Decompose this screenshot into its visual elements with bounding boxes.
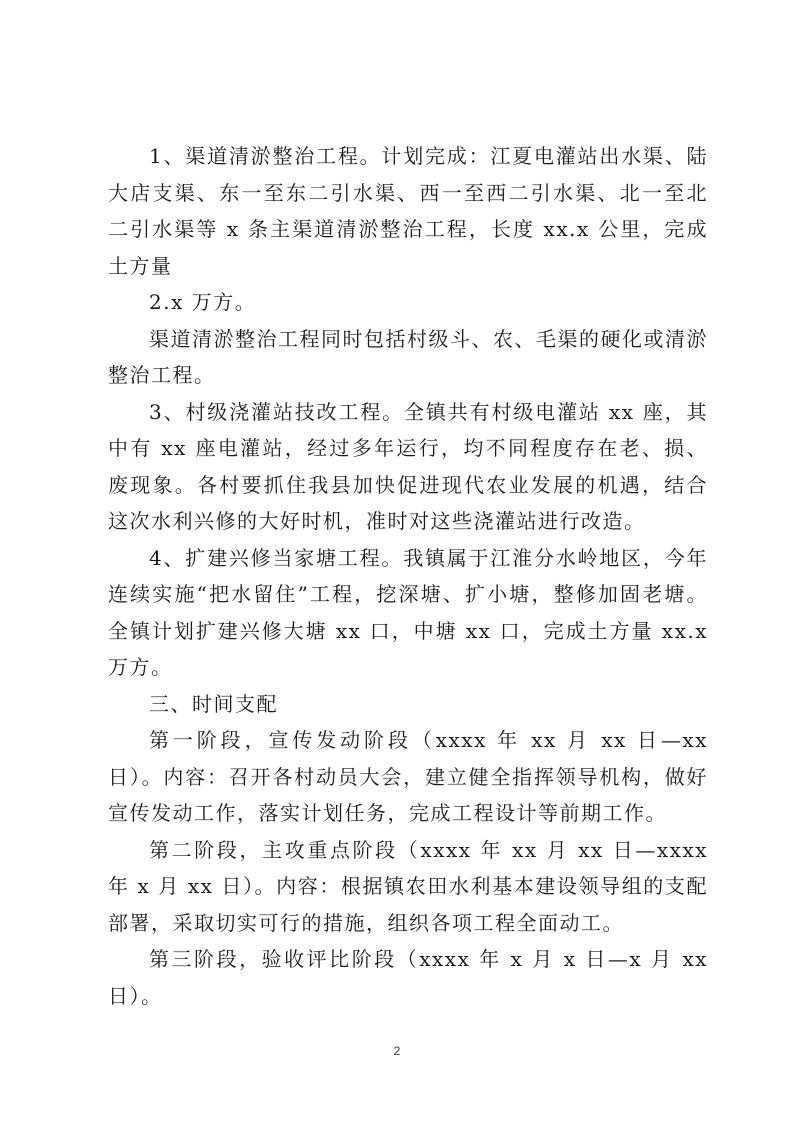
paragraph-irrigation-station: 3、村级浇灌站技改工程。全镇共有村级电灌站 xx 座，其中有 xx 座电灌站，经过多年运行，均不同程度存在老、损、废现象。各村要抓住我县加快促进现代农业发展的机遇，结合这次水利兴修的大好时机，准时对这些浇灌站进行改造。 xyxy=(108,399,708,533)
paragraph-pond-project: 4、扩建兴修当家塘工程。我镇属于江淮分水岭地区，今年连续实施“把水留住”工程，挖深塘、扩小塘，整修加固老塘。全镇计划扩建兴修大塘 xx 口，中塘 xx 口，完成土方量 xx.x 万方。 xyxy=(108,545,708,679)
paragraph-village-channels: 渠道清淤整治工程同时包括村级斗、农、毛渠的硬化或清淤整治工程。 xyxy=(108,326,708,387)
paragraph-phase-two: 第二阶段，主攻重点阶段（xxxx 年 xx 月 xx 日—xxxx 年 x 月 xx 日）。内容：根据镇农田水利基本建设领导组的支配部署，采取切实可行的措施，组织各项工程全面动工。 xyxy=(108,837,708,935)
paragraph-phase-one: 第一阶段，宣传发动阶段（xxxx 年 xx 月 xx 日—xx 日）。内容：召开各村动员大会，建立健全指挥领导机构，做好宣传发动工作，落实计划任务，完成工程设计等前期工作。 xyxy=(108,728,708,825)
page-number: 2 xyxy=(393,1044,401,1058)
paragraph-channel-dredging: 1、渠道清淤整治工程。计划完成：江夏电灌站出水渠、陆大店支渠、东一至东二引水渠、西一至西二引水渠、北一至北二引水渠等 x 条主渠道清淤整治工程，长度 xx.x 公里，完成土方量 xyxy=(108,144,708,278)
section-heading-schedule: 三、时间支配 xyxy=(149,691,278,716)
paragraph-phase-three: 第三阶段，验收评比阶段（xxxx 年 x 月 x 日—x 月 xx 日）。 xyxy=(108,947,708,1008)
paragraph-earthwork-volume: 2.x 万方。 xyxy=(149,290,257,314)
body-text xyxy=(108,138,708,1014)
